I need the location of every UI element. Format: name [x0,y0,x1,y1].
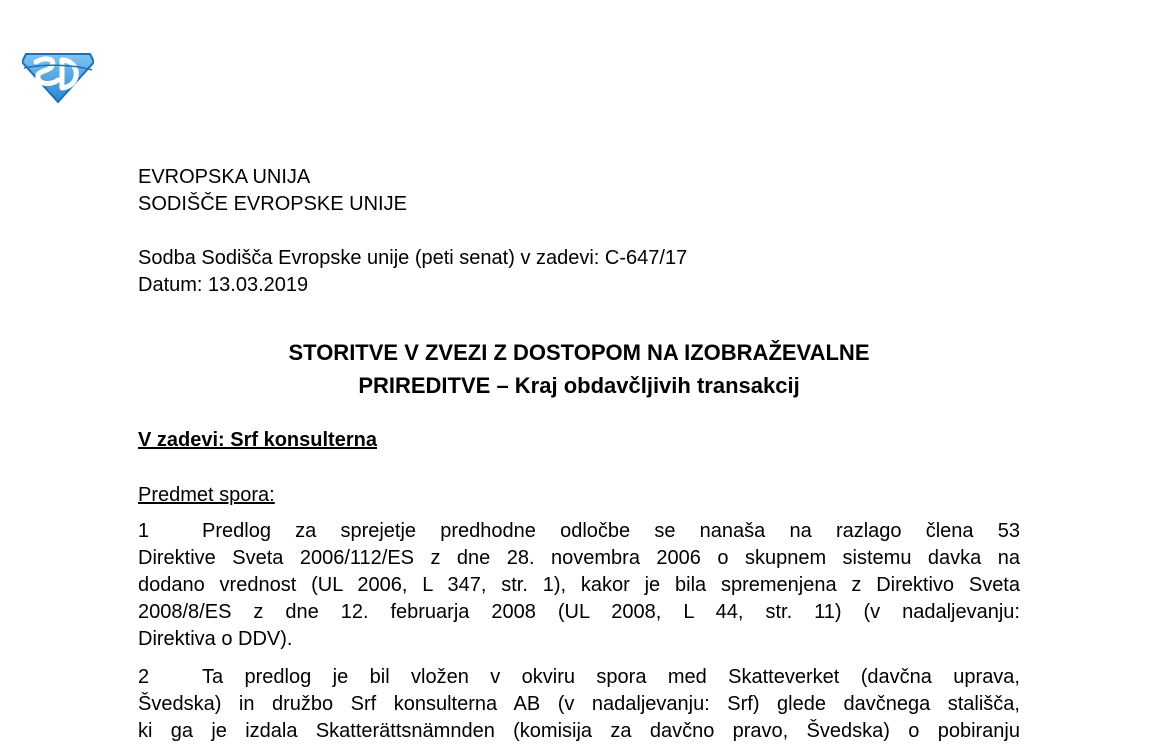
document-title-line-2: PRIREDITVE – Kraj obdavčljivih transakcij [358,373,800,398]
paragraph-line: 1 Predlog za sprejetje predhodne odločbe se nanaša na razlago člena 53 [138,518,1020,545]
judgment-reference: Sodba Sodišča Evropske unije (peti senat) v zadevi: C-647/17 [138,247,688,269]
paragraph-line: 2 Ta predlog je bil vložen v okviru spora med Skatteverket (davčna uprava, [138,664,1020,691]
paragraph-1 [138,518,1020,653]
paragraph-line: Švedska) in družbo Srf konsulterna AB (v nadaljevanju: Srf) glede davčnega stališča, [138,693,1020,715]
header-line-1: EVROPSKA UNIJA [138,166,311,188]
paragraph-number: 1 [138,520,150,542]
judgment-date: Datum: 13.03.2019 [138,274,309,296]
court-logo-icon [22,48,94,104]
document-title-line-1: STORITVE V ZVEZI Z DOSTOPOM NA IZOBRAŽEVALNE [288,340,870,365]
paragraph-number: 2 [138,666,150,688]
paragraph-line: ki ga je izdala Skatterättsnämnden (komisija za davčno pravo, Švedska) o pobiranju [138,720,1020,742]
paragraph-2 [138,664,1020,745]
header-line-2: SODIŠČE EVROPSKE UNIJE [138,193,407,215]
paragraph-line: Direktive Sveta 2006/112/ES z dne 28. novembra 2006 o skupnem sistemu davka na [138,547,1020,569]
paragraph-line: Direktiva o DDV). [138,628,293,650]
paragraph-line: dodano vrednost (UL 2006, L 347, str. 1), kakor je bila spremenjena z Direktivo Sveta [138,574,1020,596]
subject-label: Predmet spora: [138,484,275,506]
case-label: V zadevi: Srf konsulterna [138,429,377,451]
paragraph-line: 2008/8/ES z dne 12. februarja 2008 (UL 2008, L 44, str. 11) (v nadaljevanju: [138,601,1020,623]
